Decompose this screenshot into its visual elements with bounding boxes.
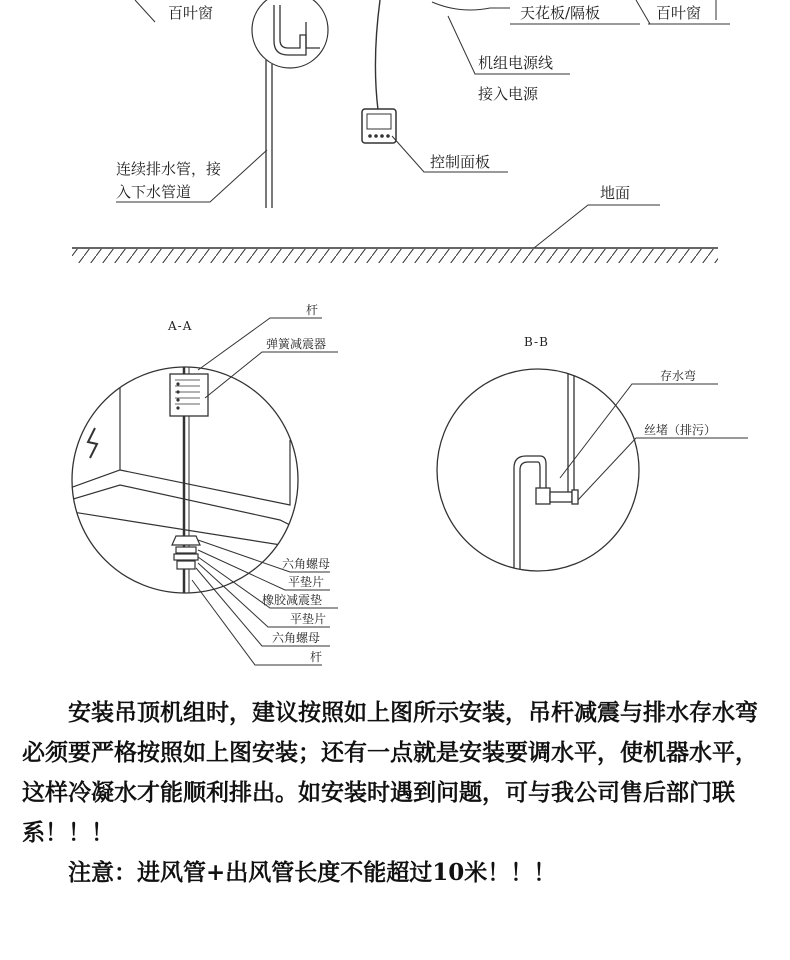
trap-pipe-icon [514, 360, 578, 580]
plug-label: 丝堵（排污） [644, 423, 717, 437]
ground-label: 地面 [600, 184, 631, 202]
ground-leader [534, 205, 660, 248]
installation-notes [22, 693, 774, 893]
trap-label: 存水弯 [660, 369, 697, 383]
washer-2-label: 平垫片 [290, 612, 327, 626]
section-aa-title: A-A [168, 319, 193, 333]
power-line-label-1: 机组电源线 [478, 54, 554, 72]
hex-nut-1-label: 六角螺母 [282, 557, 331, 571]
drain-trap-icon [274, 5, 320, 55]
ceiling-label: 天花板/隔板 [520, 4, 601, 22]
notes-warning: 注意：进风管+出风管长度不能超过10米！！！ [68, 859, 557, 886]
ceiling-leader [432, 2, 510, 10]
rod-bottom-label: 杆 [310, 650, 323, 664]
drain-pipe [266, 60, 272, 208]
notes-paragraph: 安装吊顶机组时，建议按照如上图所示安装，吊杆减震与排水存水弯必须要严格按照如上图安装；还有一点就是安装要调水平，使机器水平，这样冷凝水才能顺利排出。如安装时遇到问题，可与我公司售后部门联系！！！ [22, 699, 758, 846]
power-cable [375, 0, 380, 110]
spring-label: 弹簧减震器 [266, 337, 327, 351]
louver-left-label: 百叶窗 [168, 4, 214, 22]
drain-label-2: 入下水管道 [116, 183, 192, 201]
nut-washer-stack-icon [172, 536, 200, 569]
rubber-pad-label: 橡胶减震垫 [262, 593, 323, 607]
ground-line [72, 248, 718, 263]
drain-label-1: 连续排水管，接 [116, 160, 222, 178]
louver-right-label: 百叶窗 [656, 4, 702, 22]
spring-damper-icon [170, 374, 208, 416]
drain-detail-circle [252, 0, 328, 68]
control-panel-icon [362, 109, 396, 143]
section-aa [60, 302, 338, 665]
power-line-label-2: 接入电源 [478, 85, 539, 103]
section-bb [437, 335, 748, 580]
washer-1-label: 平垫片 [288, 575, 325, 589]
louver-left-leader [135, 0, 155, 22]
hex-nut-2-label: 六角螺母 [272, 631, 321, 645]
rod-top-label: 杆 [306, 303, 319, 317]
top-installation-view [72, 0, 730, 263]
section-bb-title: B-B [524, 335, 549, 349]
control-panel-label: 控制面板 [430, 153, 491, 171]
